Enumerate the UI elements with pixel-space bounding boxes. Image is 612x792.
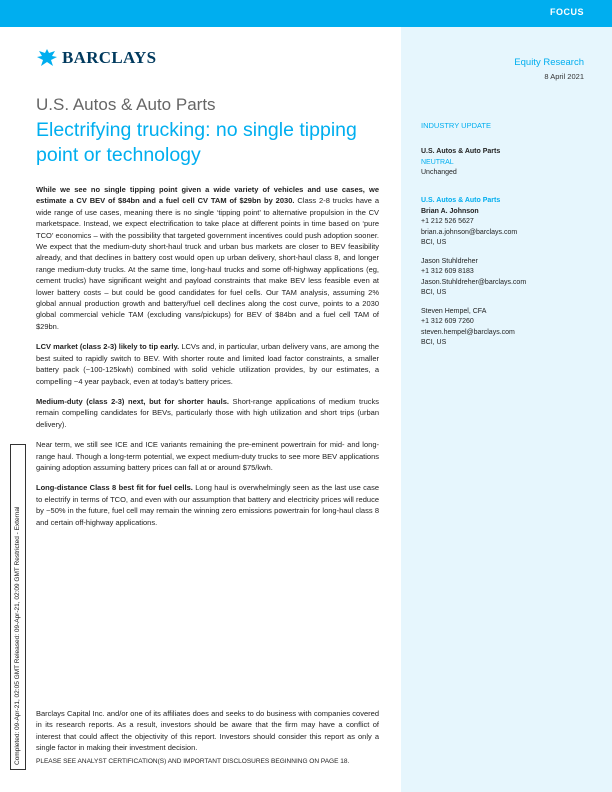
- paragraph-lead: While we see no single tipping point given a wide variety of vehicles and use cases, we estimate a CV BEV of $84bn and a fuel cell CV TAM of $29bn by 2030.: [36, 185, 379, 206]
- disclaimer-text: Barclays Capital Inc. and/or one of its affiliates does and seeks to do business with companies covered in its research reports. As a result, investors should be aware that the firm may have a conflict of interest that could affect the objectivity of this report. Investors should consider this report as only a single factor in making their investment decision.: [36, 709, 379, 753]
- analyst-phone: +1 312 609 7260: [421, 318, 474, 325]
- report-title: Electrifying trucking: no single tipping point or technology: [36, 119, 357, 166]
- analyst-phone: +1 312 609 8183: [421, 268, 474, 275]
- section-title: INDUSTRY UPDATE: [421, 121, 492, 130]
- report-type: Equity Research: [514, 57, 584, 68]
- analyst-email[interactable]: brian.a.johnson@barclays.com: [421, 228, 518, 236]
- sector-heading: U.S. Autos & Auto Parts: [36, 95, 216, 114]
- top-banner: [0, 0, 612, 27]
- analyst-block: [421, 196, 591, 349]
- paragraph-lead: LCV market (class 2-3) likely to tip early.: [36, 342, 180, 352]
- paragraph-lead: Long-distance Class 8 best fit for fuel cells.: [36, 483, 193, 493]
- brand-name: BARCLAYS: [62, 48, 157, 67]
- brand-logo: [36, 47, 156, 69]
- analyst-entry: [421, 207, 591, 249]
- rating-block: [421, 147, 591, 179]
- rating-change: Unchanged: [421, 169, 457, 176]
- analyst-name: Brian A. Johnson: [421, 207, 479, 215]
- focus-label: FOCUS: [550, 7, 584, 17]
- report-date: 8 April 2021: [544, 72, 584, 81]
- paragraph-text: Class 2-8 trucks have a wide range of use cases, meaning there is no single ‘tipping point’ to alternative propulsion in the CV marketspace. Instead, we expect electrification to take place at different points in time based on ‘pure TCO’ economics – with the possibility that targeted government incentives could push adoption sooner. We expect that the medium-duty short-haul truck and urban bus markets are closer to BEV feasibility already, and that declines in battery cost would open up urban delivery, short-haul class 8, and longer range medium-duty trucks. At the same time, long-haul trucks and some off-highway applications (eg, cement trucks) have significant weight and payload constraints that make BEV less feasible even at lower battery costs – but could be good candidates for fuel cells. Our TAM analysis, assuming 2% global annual production growth and battery/fuel cell declines along the cost curve, points to a 2030 global commercial vehicle TAM (excluding vans/pickups) for BEV of $84bn and a fuel cell TAM of $29bn.: [36, 196, 380, 331]
- analyst-email[interactable]: Jason.Stuhldreher@barclays.com: [421, 278, 527, 286]
- paragraph-lead: Medium-duty (class 2-3) next, but for shorter hauls.: [36, 396, 229, 406]
- eagle-icon: [36, 48, 58, 68]
- analyst-entity: BCI, US: [421, 289, 447, 296]
- paragraph-text: Short-range applications of medium trucks remain compelling candidates for BEVs, particularly those with high utilization and short trips (urban delivery).: [36, 396, 379, 429]
- rating-value: NEUTRAL: [421, 158, 454, 166]
- analyst-entry: [421, 307, 591, 349]
- industry-name: U.S. Autos & Auto Parts: [421, 148, 501, 155]
- paragraph-text: LCVs and, in particular, urban delivery vans, are among the best suited to rapidly switch to BEV. With shorter route and limited load factor constraints, a smaller battery pack (~100-125kwh) combined with solid vehicle utilization provides, by our estimates, a compelling ~4 year payback, even at today’s battery prices.: [36, 342, 379, 386]
- disclaimer: [36, 708, 379, 754]
- analyst-name: Jason Stuhldreher: [421, 257, 478, 265]
- paragraph: [36, 396, 379, 430]
- analyst-entity: BCI, US: [421, 239, 447, 246]
- analyst-email[interactable]: steven.hempel@barclays.com: [421, 328, 515, 336]
- paragraph: [36, 184, 379, 332]
- sidebar-panel: [401, 27, 612, 792]
- certifications-note: PLEASE SEE ANALYST CERTIFICATION(S) AND IMPORTANT DISCLOSURES BEGINNING ON PAGE 18.: [36, 758, 350, 765]
- analyst-entity: BCI, US: [421, 339, 447, 346]
- paragraph: [36, 482, 379, 528]
- release-stamp: Completed: 09-Apr-21, 02:05 GMT Released: 09-Apr-21, 02:09 GMT Restricted - External: [10, 444, 26, 770]
- paragraph-text: Near term, we still see ICE and ICE variants remaining the pre-eminent powertrain for mid- and long-range haul. Though a long-term potential, we expect medium-duty trucks to see more BEV applications gaining adoption assuming battery prices can fall at or around $75/kwh.: [36, 440, 379, 472]
- paragraph: [36, 341, 379, 387]
- paragraph-text: Long haul is overwhelmingly seen as the last use case to electrify in terms of TCO, and even with our assumption that battery and electricity prices will reduce by ~50% in the future, fuel cell may remain the winning zero emissions powertrain for long-haul class 8 and certain off-highway applications.: [36, 483, 379, 527]
- report-body: [36, 184, 379, 537]
- analyst-phone: +1 212 526 5627: [421, 218, 474, 225]
- analyst-entry: [421, 257, 591, 299]
- analyst-name: Steven Hempel, CFA: [421, 307, 487, 315]
- team-label: U.S. Autos & Auto Parts: [421, 197, 501, 204]
- paragraph: [36, 439, 379, 473]
